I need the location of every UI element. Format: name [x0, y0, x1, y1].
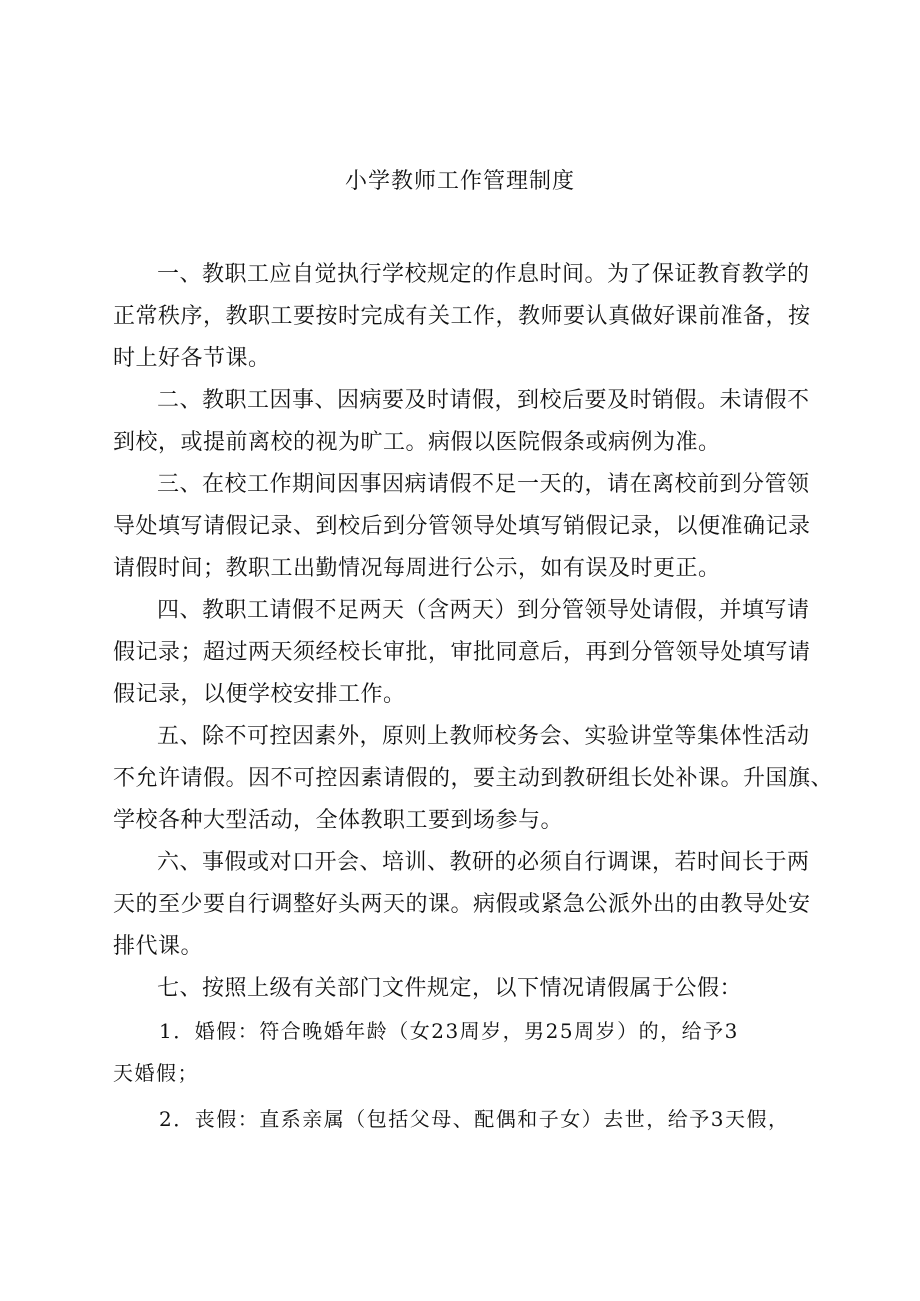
paragraph-line: 二、教职工因事、因病要及时请假，到校后要及时销假。未请假不 [157, 388, 810, 413]
paragraph-3 [113, 464, 833, 590]
paragraph-line: 六、事假或对口开会、培训、教研的必须自行调课，若时间长于两 [157, 850, 810, 875]
item-line: 1．婚假：符合晚婚年龄（女23周岁，男25周岁）的，给予3 [159, 1019, 739, 1043]
paragraph-5 [113, 716, 833, 842]
paragraph-line: 排代课。 [113, 934, 204, 959]
paragraph-7 [113, 968, 833, 1010]
document-body [113, 254, 833, 1140]
paragraph-line: 时上好各节课。 [113, 346, 271, 371]
paragraph-line: 不允许请假。因不可控因素请假的，要主动到教研组长处补课。升国旗、 [113, 766, 834, 791]
paragraph-line: 七、按照上级有关部门文件规定，以下情况请假属于公假： [157, 976, 743, 1001]
paragraph-line: 导处填写请假记录、到校后到分管领导处填写销假记录，以便准确记录 [113, 514, 811, 539]
paragraph-line: 假记录；超过两天须经校长审批，审批同意后，再到分管领导处填写请 [113, 640, 811, 665]
paragraph-line: 假记录，以便学校安排工作。 [113, 682, 406, 707]
paragraph-line: 一、教职工应自觉执行学校规定的作息时间。为了保证教育教学的 [157, 262, 810, 287]
paragraph-line: 五、除不可控因素外，原则上教师校务会、实验讲堂等集体性活动 [157, 724, 810, 749]
paragraph-line: 正常秩序，教职工要按时完成有关工作，教师要认真做好课前准备，按 [113, 304, 811, 329]
paragraph-line: 到校，或提前离校的视为旷工。病假以医院假条或病例为准。 [113, 430, 721, 455]
document-title: 小学教师工作管理制度 [344, 169, 575, 194]
paragraph-line: 学校各种大型活动，全体教职工要到场参与。 [113, 808, 564, 833]
paragraph-line: 四、教职工请假不足两天（含两天）到分管领导处请假，并填写请 [157, 598, 810, 623]
paragraph-line: 天的至少要自行调整好头两天的课。病假或紧急公派外出的由教导处安 [113, 892, 811, 917]
paragraph-1 [113, 254, 833, 380]
paragraph-2 [113, 380, 833, 464]
paragraph-6 [113, 842, 833, 968]
paragraph-line: 请假时间；教职工出勤情况每周进行公示，如有误及时更正。 [113, 556, 721, 581]
item-line: 2．丧假：直系亲属（包括父母、配偶和子女）去世，给予3天假， [159, 1107, 790, 1131]
paragraph-line: 三、在校工作期间因事因病请假不足一天的，请在离校前到分管领 [157, 472, 810, 497]
item-line: 天婚假； [113, 1061, 199, 1085]
leave-item-2 [113, 1098, 833, 1140]
paragraph-4 [113, 590, 833, 716]
leave-item-1 [113, 1010, 833, 1094]
